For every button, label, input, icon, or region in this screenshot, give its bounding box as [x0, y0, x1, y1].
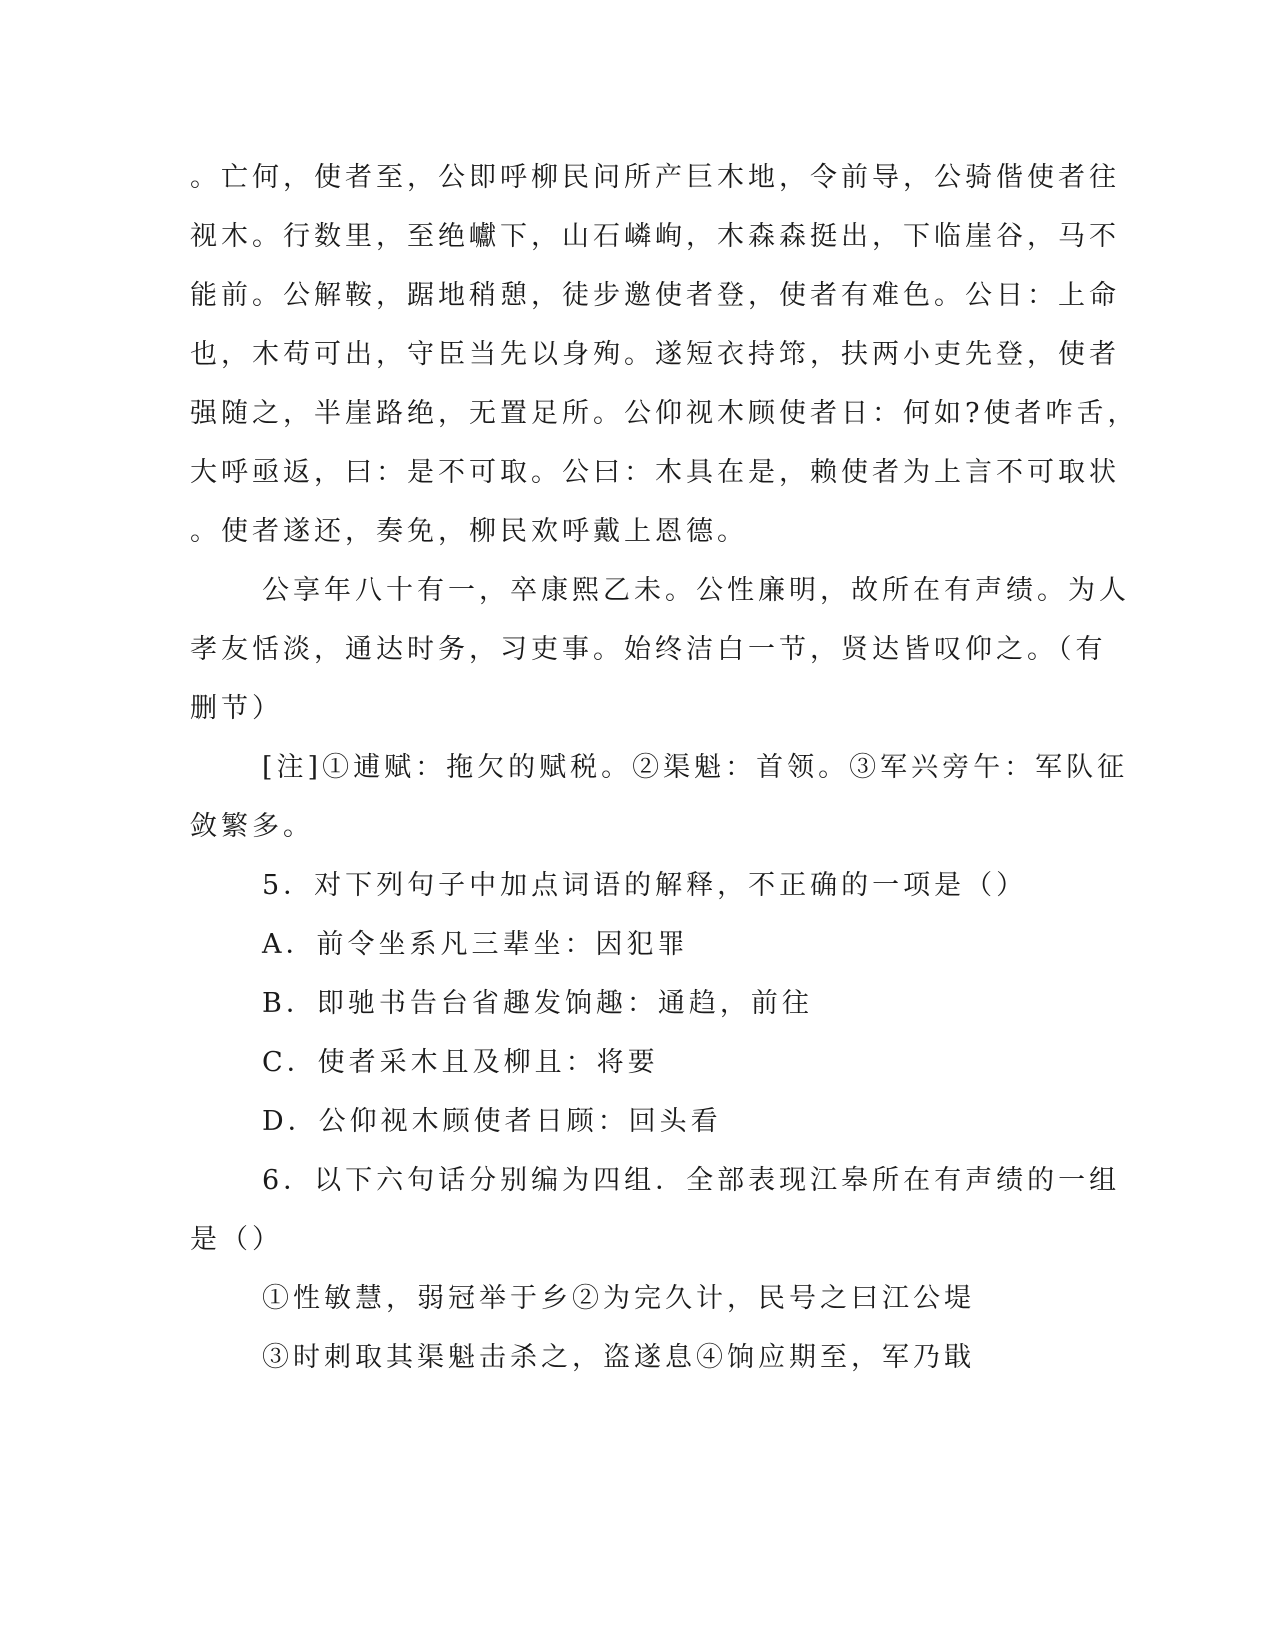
text-line: 公享年八十有一，卒康熙乙未。公性廉明，故所在有声绩。为人	[262, 575, 1130, 606]
question-6-stem: 6．以下六句话分别编为四组．全部表现江皋所在有声绩的一组	[262, 1165, 1121, 1196]
question-5-option-b: B．即驰书告台省趣发饷趣：通趋，前往	[262, 988, 813, 1019]
text-line: 强随之，半崖路绝，无置足所。公仰视木顾使者日：何如?使者咋舌，	[190, 398, 1139, 429]
text-line: 。使者遂还，奏免，柳民欢呼戴上恩德。	[190, 516, 748, 547]
text-line: 删节）	[190, 693, 283, 724]
text-line: 大呼亟返，曰：是不可取。公曰：木具在是，赖使者为上言不可取状	[190, 457, 1120, 488]
text-line: 也，木苟可出，守臣当先以身殉。遂短衣持筇，扶两小吏先登，使者	[190, 339, 1120, 370]
question-6-item-line: ①性敏慧，弱冠举于乡②为完久计，民号之曰江公堤	[262, 1283, 975, 1314]
text-line: 孝友恬淡，通达时务，习吏事。始终洁白一节，贤达皆叹仰之。（有	[190, 634, 1107, 665]
question-5-option-d: D．公仰视木顾使者日顾：回头看	[262, 1106, 722, 1137]
text-line: 视木。行数里，至绝巘下，山石嶙峋，木森森挺出，下临崖谷，马不	[190, 221, 1120, 252]
question-5-stem: 5．对下列句子中加点词语的解释，不正确的一项是（）	[262, 870, 1028, 901]
question-6-stem-cont: 是（）	[190, 1224, 283, 1255]
note-line: [注]①逋赋：拖欠的赋税。②渠魁：首领。③军兴旁午：军队征	[262, 752, 1129, 783]
question-5-option-c: C．使者采木且及柳且：将要	[262, 1047, 659, 1078]
text-line: 。亡何，使者至，公即呼柳民问所产巨木地，令前导，公骑偕使者往	[190, 162, 1120, 193]
text-line: 能前。公解鞍，踞地稍憩，徒步邀使者登，使者有难色。公日：上命	[190, 280, 1120, 311]
note-line: 敛繁多。	[190, 811, 314, 842]
question-5-option-a: A．前令坐系凡三辈坐：因犯罪	[262, 929, 689, 960]
question-6-item-line: ③时刺取其渠魁击杀之，盗遂息④饷应期至，军乃戢	[262, 1342, 975, 1373]
